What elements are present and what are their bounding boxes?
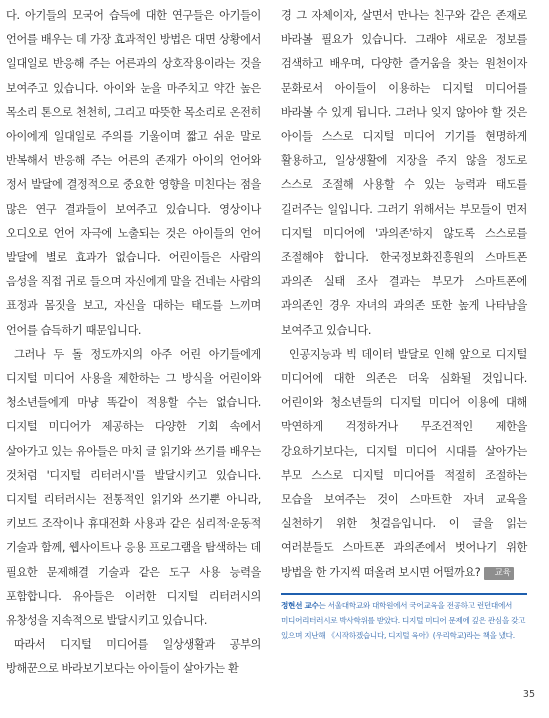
page-number: 35 [522,689,535,700]
paragraph-5 [281,343,527,585]
paragraph-5-text: 인공지능과 빅 데이터 발달로 인해 앞으로 디지털 미디어에 대한 의존은 더욱 심화될 것입니다. 어린이와 청소년들의 디지털 미디어 이용에 대해 막연하게 걱정하거나 무조건적인 제한을 강요하기보다는, 디지털 미디어 시대를 살아가는 부모 스스로 디지털 미디어를 적절히 조절하는 모습을 보여주는 것이 스마트한 자녀 교육을 실천하기 위한 첫걸음입니다. 이 글을 읽는 여러분들도 스마트폰 과의존에서 벗어나기 위한 방법을 한 가지씩 떠올려 보시면 어떨까요? [281,347,527,579]
paragraph-2: 그러나 두 돌 정도까지의 아주 어린 아기들에게 디지털 미디어 사용을 제한하는 그 방식을 어린이와 청소년들에게 마냥 똑같이 적용할 수는 없습니다. 디지털 미디어가 제공하는 다양한 기회 속에서 살아가고 있는 유아들은 마치 글 읽기와 쓰기를 배우는 것처럼 '디지털 리터러시'를 발달시키고 있습니다. 디지털 리터러시는 전통적인 읽기와 쓰기뿐 아니라, 키보드 조작이나 휴대전화 사용과 같은 심리적·운동적 기술과 함께, 웹사이트나 응용 프로그램을 탐색하는 데 필요한 문제해결 기술과 같은 도구 사용 능력을 포함합니다. 유아들은 이러한 디지털 리터러시의 유창성을 지속적으로 발달시키고 있습니다. [6,347,261,628]
author-name: 정현선 교수 [281,601,319,610]
right-text-column [281,4,527,585]
left-text-column [6,4,261,682]
section-badge: 교육 [484,567,514,580]
author-divider [281,593,527,595]
paragraph-1: 다. 아기들의 모국어 습득에 대한 연구들은 아기들이 언어를 배우는 데 가장 효과적인 방법은 대면 상황에서 일대일로 반응해 주는 어른과의 상호작용이라는 것을 보여주고 있습니다. 아이와 눈을 마주치고 약간 높은 목소리 톤으로 천천히, 그리고 따뜻한 목소리로 온전히 아이에게 일대일로 주의를 기울이며 짧고 쉬운 말로 반복해서 반응해 주는 어른의 존재가 아이의 언어와 정서 발달에 결정적으로 중요한 영향을 미친다는 점을 많은 연구 결과들이 보여주고 있습니다. 영상이나 오디오로 언어 자극에 노출되는 것은 아이들의 언어 발달에 별로 효과가 없습니다. 어린이들은 사람의 음성을 직접 귀로 들으며 자신에게 말을 건네는 사람의 표정과 몸짓을 보고, 자신을 대하는 태도를 느끼며 언어를 습득하기 때문입니다. [6,9,261,337]
paragraph-4: 경 그 자체이자, 살면서 만나는 친구와 같은 존재로 바라볼 필요가 있습니다. 그래야 새로운 정보를 검색하고 배우며, 다양한 즐거움을 찾는 원천이자 문화로서 아이들이 이용하는 디지털 미디어를 바라볼 수 있게 됩니다. 그러나 잊지 않아야 할 것은 아이들 스스로 디지털 미디어 기기를 현명하게 활용하고, 일상생활에 지장을 주지 않을 정도로 스스로 조절해 사용할 수 있는 능력과 태도를 길러주는 일입니다. 그러기 위해서는 부모들이 먼저 디지털 미디어에 '과의존'하지 않도록 스스로를 조절해야 합니다. 한국정보화진흥원의 스마트폰 과의존 실태 조사 결과는 부모가 스마트폰에 과의존인 경우 자녀의 과의존 또한 높게 나타남을 보여주고 있습니다. [281,9,527,337]
paragraph-3: 따라서 디지털 미디어를 일상생활과 공부의 방해꾼으로 바라보기보다는 아이들이 살아가는 환 [6,638,261,676]
author-bio [281,598,531,644]
author-bio-text: 는 서울대학교와 대학원에서 국어교육을 전공하고 런던대에서 미디어리터러시로 박사학위를 받았다. 디지털 미디어 문제에 깊은 관심을 갖고 있으며 지난해 《시작하겠습니다, 디지털 육아》(우리학교)라는 책을 냈다. [281,601,526,641]
